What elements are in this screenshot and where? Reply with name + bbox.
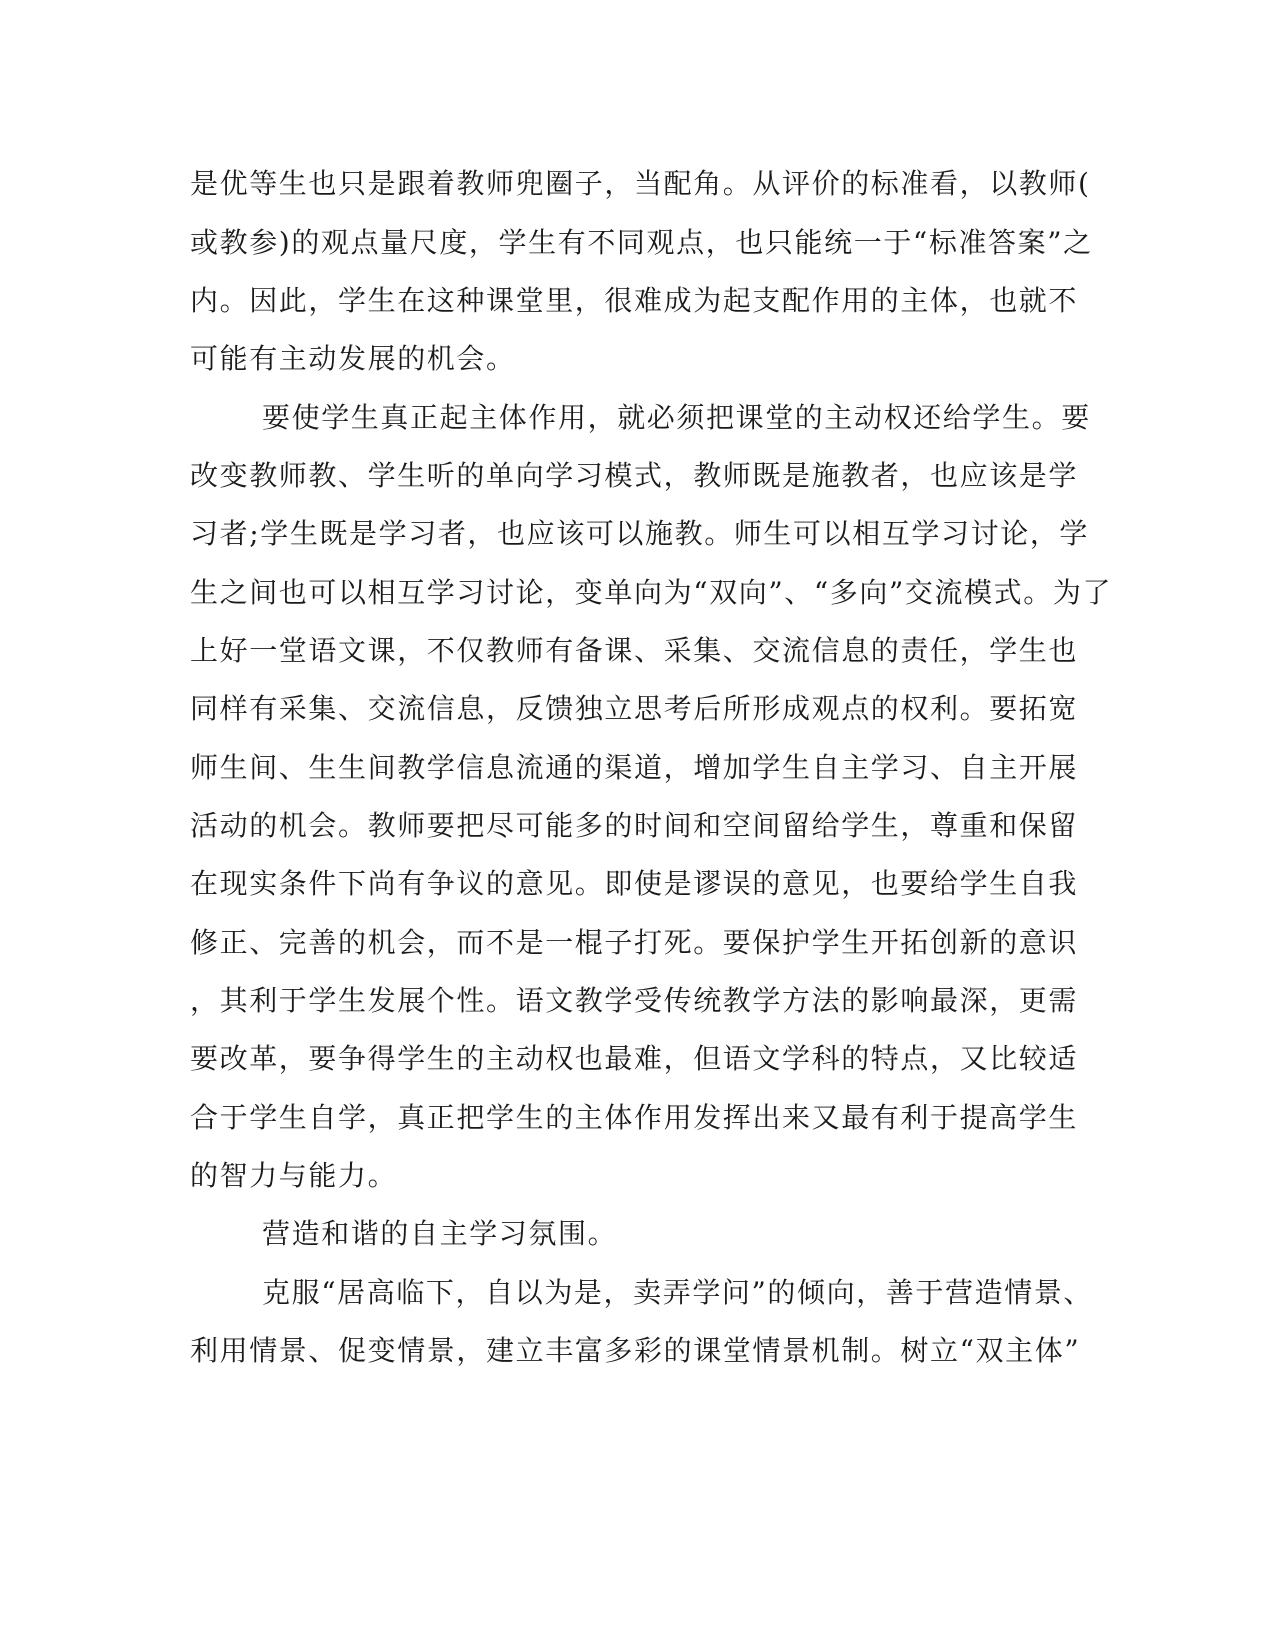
text-line: 是优等生也只是跟着教师兜圈子，当配角。从评价的标准看，以教师( [190,167,1091,200]
text-line: 内。因此，学生在这种课堂里，很难成为起支配作用的主体，也就不 [190,284,1079,317]
text-line: 修正、完善的机会，而不是一棍子打死。要保护学生开拓创新的意识 [190,926,1079,959]
text-line: 的智力与能力。 [190,1159,398,1192]
text-line: 同样有采集、交流信息，反馈独立思考后所形成观点的权利。要拓宽 [190,692,1079,725]
text-line: 可能有主动发展的机会。 [190,342,516,375]
text-line: 师生间、生生间教学信息流通的渠道，增加学生自主学习、自主开展 [190,751,1079,784]
text-line: ，其利于学生发展个性。语文教学受传统教学方法的影响最深，更需 [190,984,1079,1017]
text-line: 上好一堂语文课，不仅教师有备课、采集、交流信息的责任，学生也 [190,634,1079,667]
text-line: 活动的机会。教师要把尽可能多的时间和空间留给学生，尊重和保留 [190,809,1079,842]
section-heading: 营造和谐的自主学习氛围。 [262,1217,618,1250]
text-line: 习者;学生既是学习者，也应该可以施教。师生可以相互学习讨论，学 [190,517,1090,550]
text-line: 生之间也可以相互学习讨论，变单向为“双向”、“多向”交流模式。为了 [190,576,1113,609]
text-line: 利用情景、促变情景，建立丰富多彩的课堂情景机制。树立“双主体” [190,1334,1081,1367]
paragraph-first-line: 克服“居高临下，自以为是，卖弄学问”的倾向，善于营造情景、 [262,1276,1094,1309]
paragraph-first-line: 要使学生真正起主体作用，就必须把课堂的主动权还给学生。要 [262,401,1091,434]
text-line: 改变教师教、学生听的单向学习模式，教师既是施教者，也应该是学 [190,459,1079,492]
text-line: 或教参)的观点量尺度，学生有不同观点，也只能统一于“标准答案”之 [190,226,1093,259]
text-line: 要改革，要争得学生的主动权也最难，但语文学科的特点，又比较适 [190,1042,1079,1075]
text-line: 在现实条件下尚有争议的意见。即使是谬误的意见，也要给学生自我 [190,867,1079,900]
text-line: 合于学生自学，真正把学生的主体作用发挥出来又最有利于提高学生 [190,1101,1079,1134]
